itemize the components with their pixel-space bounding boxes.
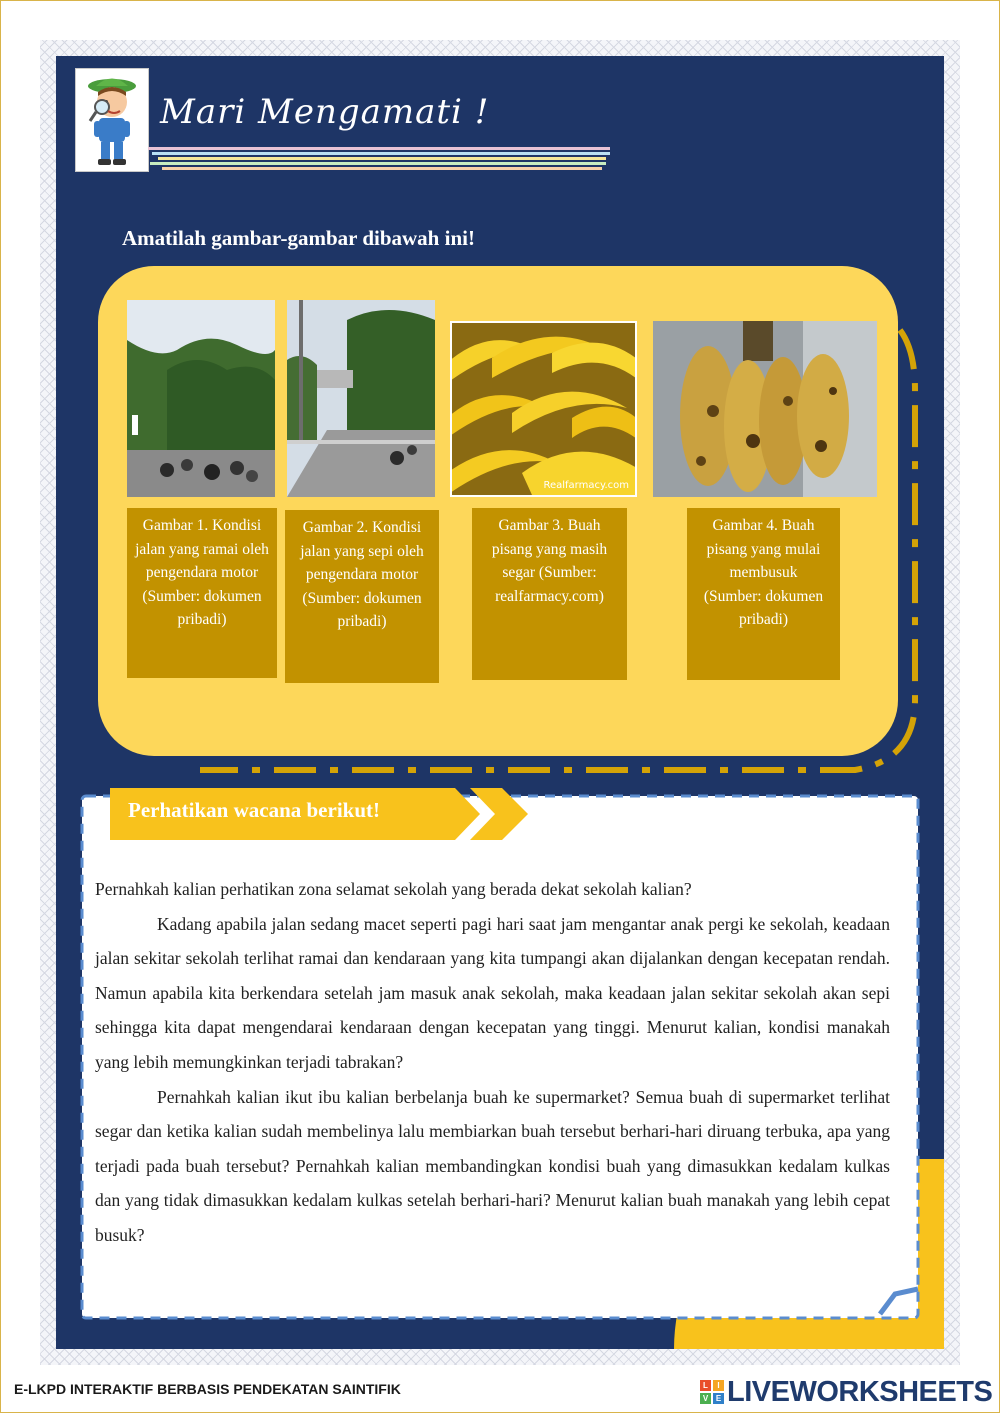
brand-name: LIVEWORKSHEETS [727, 1375, 993, 1408]
photo-fresh-bananas [450, 321, 637, 497]
caption-gambar-4: Gambar 4. Buah pisang yang mulai membusuk (Sumber: dokumen pribadi) [687, 508, 840, 680]
logo-block-v: V [700, 1393, 711, 1404]
page-title: Mari Mengamati ! [160, 92, 490, 132]
photo-watermark: Realfarmacy.com [543, 480, 629, 491]
photo-quiet-road [287, 300, 435, 497]
logo-block-l: L [700, 1380, 711, 1391]
passage-paragraph-2: Kadang apabila jalan sedang macet seperti pagi hari saat jam mengantar anak pergi ke sekolah, keadaan jalan sekitar sekolah terlihat ramai dan kendaraan yang kita tumpangi akan dijalankan dengan kecepatan rendah. Namun apabila kita berkendara setelah jam masuk anak sekolah, maka keadaan jalan sekitar sekolah akan sepi sehingga kita dapat mengendarai kendaraan dengan kecepatan yang tinggi. Menurut kalian, kondisi manakah yang lebih memungkinkan terjadi tabrakan? [95, 913, 890, 1072]
caption-gambar-3: Gambar 3. Buah pisang yang masih segar (Sumber: realfarmacy.com) [472, 508, 627, 680]
logo-blocks-icon [700, 1380, 724, 1404]
logo-block-e: E [713, 1393, 724, 1404]
caption-gambar-2: Gambar 2. Kondisi jalan yang sepi oleh pengendara motor (Sumber: dokumen pribadi) [285, 510, 439, 683]
passage-paragraph-1: Pernahkah kalian perhatikan zona selamat sekolah yang berada dekat sekolah kalian? [95, 879, 692, 899]
footer-label: E-LKPD INTERAKTIF BERBASIS PENDEKATAN SAINTIFIK [14, 1381, 401, 1397]
passage-text [95, 872, 890, 1253]
liveworksheets-logo[interactable] [700, 1375, 992, 1409]
passage-paragraph-3: Pernahkah kalian ikut ibu kalian berbelanja buah ke supermarket? Semua buah di supermarket terlihat segar dan ketika kalian sudah membelinya lalu membiarkan buah tersebut berhari-hari diruang terbuka, apa yang terjadi pada buah tersebut? Pernahkah kalian membandingkan kondisi buah yang dimasukkan kedalam kulkas dan yang tidak dimasukkan kedalam kulkas setelah berhari-hari? Menurut kalian buah manakah yang lebih cepat busuk? [95, 1086, 890, 1245]
caption-gambar-1: Gambar 1. Kondisi jalan yang ramai oleh pengendara motor (Sumber: dokumen pribadi) [127, 508, 277, 678]
section-heading: Perhatikan wacana berikut! [128, 798, 380, 822]
logo-block-i: I [713, 1380, 724, 1391]
photo-ripening-bananas [653, 321, 877, 497]
detective-kid-icon [75, 68, 149, 172]
instruction-text: Amatilah gambar-gambar dibawah ini! [122, 226, 475, 250]
title-underline-stripes [148, 145, 610, 173]
photo-busy-road [127, 300, 275, 497]
